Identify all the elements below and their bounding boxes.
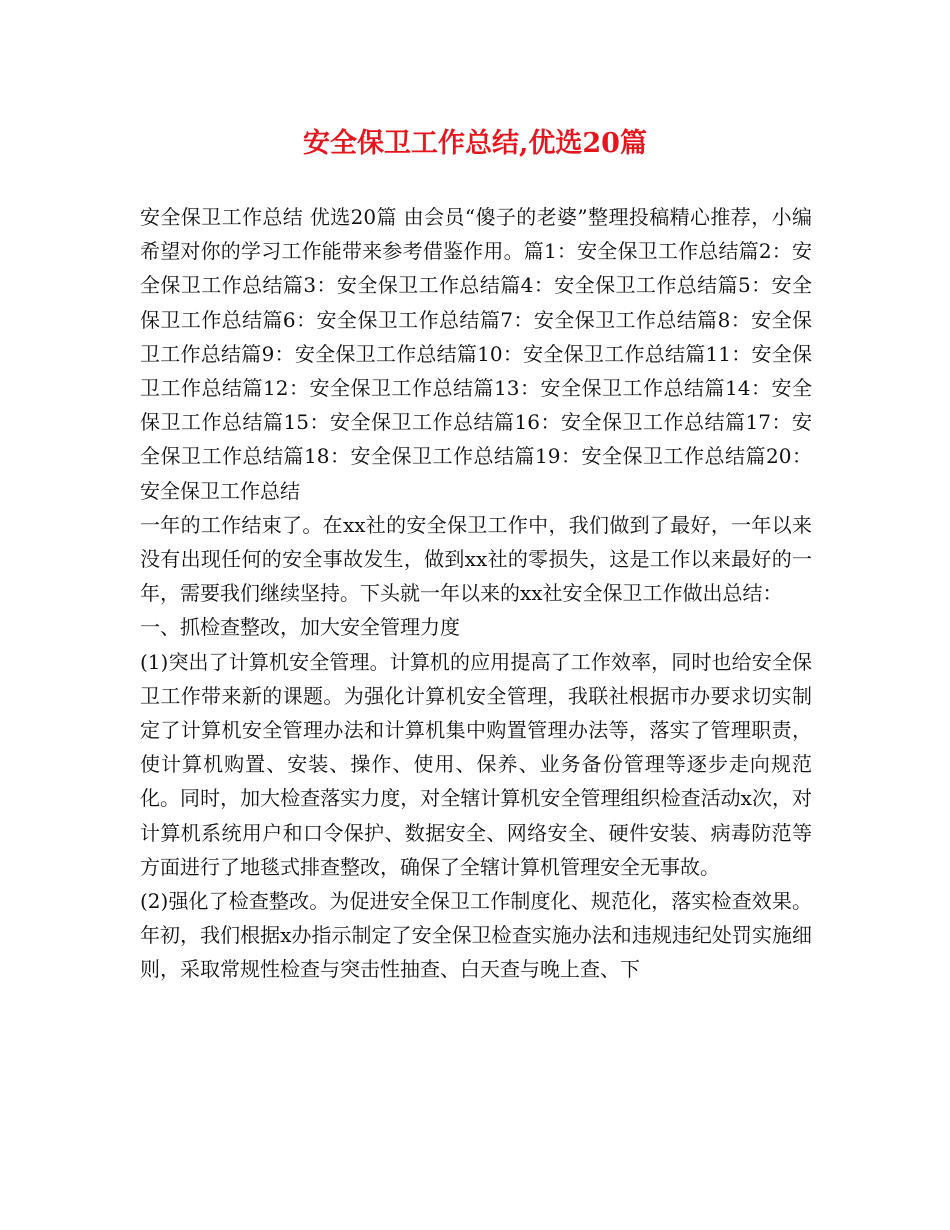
document-body [140, 200, 812, 987]
paragraph-intro: 安全保卫工作总结 优选20篇 由会员“傻子的老婆”整理投稿精心推荐，小编希望对你的学习工作能带来参考借鉴作用。篇1：安全保卫工作总结篇2：安全保卫工作总结篇3：安全保卫工作总结篇4：安全保卫工作总结篇5：安全保卫工作总结篇6：安全保卫工作总结篇7：安全保卫工作总结篇8：安全保卫工作总结篇9：安全保卫工作总结篇10：安全保卫工作总结篇11：安全保卫工作总结篇12：安全保卫工作总结篇13：安全保卫工作总结篇14：安全保卫工作总结篇15：安全保卫工作总结篇16：安全保卫工作总结篇17：安全保卫工作总结篇18：安全保卫工作总结篇19：安全保卫工作总结篇20：安全保卫工作总结 [140, 205, 812, 503]
paragraph-summary: 一年的工作结束了。在xx社的安全保卫工作中，我们做到了最好，一年以来没有出现任何的安全事故发生，做到xx社的零损失，这是工作以来最好的一年，需要我们继续坚持。下头就一年以来的xx社安全保卫工作做出总结： [140, 512, 812, 606]
paragraph-computer-security: (1)突出了计算机安全管理。计算机的应用提高了工作效率，同时也给安全保卫工作带来新的课题。为强化计算机安全管理，我联社根据市办要求切实制定了计算机安全管理办法和计算机集中购置管理办法等，落实了管理职责，使计算机购置、安装、操作、使用、保养、业务备份管理等逐步走向规范化。同时，加大检查落实力度，对全辖计算机安全管理组织检查活动x次，对计算机系统用户和口令保护、数据安全、网络安全、硬件安装、病毒防范等方面进行了地毯式排查整改，确保了全辖计算机管理安全无事故。 [140, 649, 812, 879]
paragraph-inspection: (2)强化了检查整改。为促进安全保卫工作制度化、规范化，落实检查效果。年初，我们根据x办指示制定了安全保卫检查实施办法和违规违纪处罚实施细则，采取常规性检查与突击性抽查、白天查与晚上查、下 [140, 889, 812, 982]
document-title: 安全保卫工作总结,优选20篇 [303, 128, 647, 159]
section-heading-1: 一、抓检查整改，加大安全管理力度 [140, 615, 460, 640]
